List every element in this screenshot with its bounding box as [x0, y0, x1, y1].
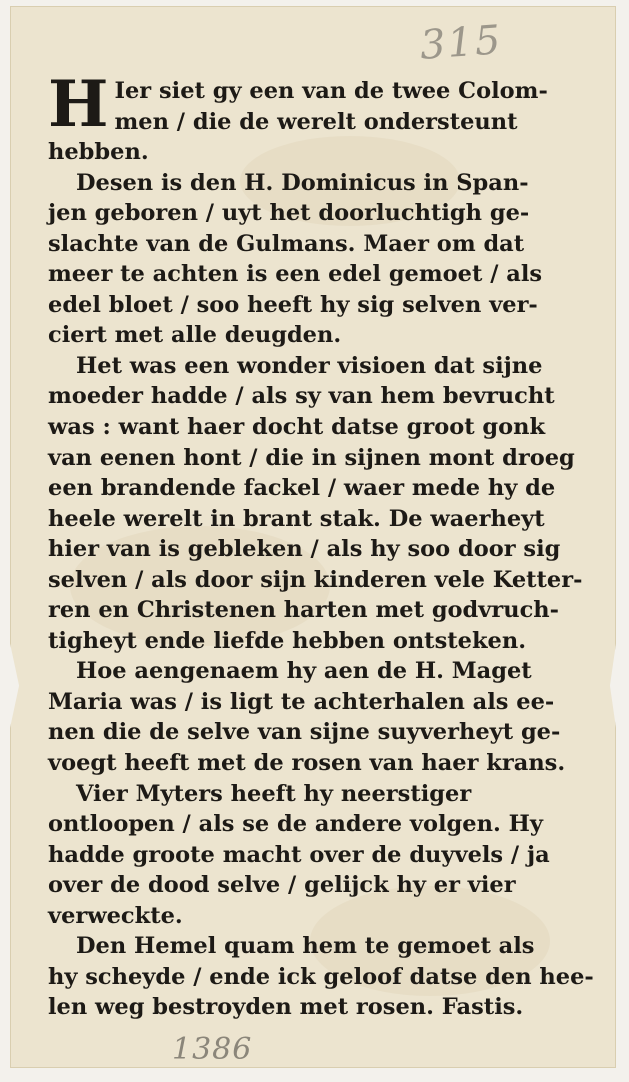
text-line: was : want haer docht datse groot gonk	[48, 414, 546, 441]
text-line: van eenen hont / die in sijnen mont droeg	[48, 444, 575, 471]
text-line: tigheyt ende liefde hebben ontsteken.	[48, 627, 527, 654]
text-line: Den Hemel quam hem te gemoet als	[76, 933, 535, 960]
text-line: heele werelt in brant stak. De waerheyt	[48, 505, 545, 532]
text-line: Vier Myters heeft hy neerstiger	[76, 780, 472, 807]
text-line: Ier siet gy een van de twee Colom-	[114, 78, 548, 104]
drop-cap-initial: H	[48, 67, 109, 142]
text-line: voegt heeft met de rosen van haer krans.	[48, 750, 566, 777]
text-line: ren en Christenen harten met godvruch-	[48, 597, 559, 624]
document-text	[48, 67, 594, 1023]
text-line: hebben.	[48, 139, 149, 166]
text-line: ciert met alle deugden.	[48, 322, 342, 349]
text-line: nen die de selve van sijne suyverheyt ge-	[48, 719, 561, 746]
text-line: hy scheyde / ende ick geloof datse den hee-	[48, 963, 594, 990]
text-line: selven / als door sijn kinderen vele Ketter-	[48, 566, 583, 593]
text-line: hadde groote macht over de duyvels / ja	[48, 841, 550, 868]
text-line: Maria was / is ligt te achterhalen als ee-	[48, 688, 555, 715]
text-line: Desen is den H. Dominicus in Span-	[76, 169, 529, 196]
text-line: men / die de werelt ondersteunt	[114, 108, 518, 135]
text-line: hier van is gebleken / als hy soo door sig	[48, 536, 561, 563]
text-line: ontloopen / als se de andere volgen. Hy	[48, 811, 543, 838]
text-line: Hoe aengenaem hy aen de H. Maget	[76, 658, 532, 685]
text-line: slachte van de Gulmans. Maer om dat	[48, 230, 525, 257]
text-line: verweckte.	[48, 902, 183, 929]
text-line: Het was een wonder visioen dat sijne	[76, 352, 543, 379]
text-line: moeder hadde / als sy van hem bevrucht	[48, 383, 555, 410]
text-line: jen geboren / uyt het doorluchtigh ge-	[48, 200, 530, 227]
handwritten-number-bottom: 1386	[172, 1032, 253, 1067]
text-line: edel bloet / soo heeft hy sig selven ver-	[48, 291, 538, 318]
text-line: over de dood selve / gelijck hy er vier	[48, 872, 516, 899]
text-line: len weg bestroyden met rosen. Fastis.	[48, 994, 524, 1021]
handwritten-number-top: 315	[418, 17, 504, 69]
text-line: een brandende fackel / waer mede hy de	[48, 475, 556, 502]
text-line: meer te achten is een edel gemoet / als	[48, 261, 543, 288]
